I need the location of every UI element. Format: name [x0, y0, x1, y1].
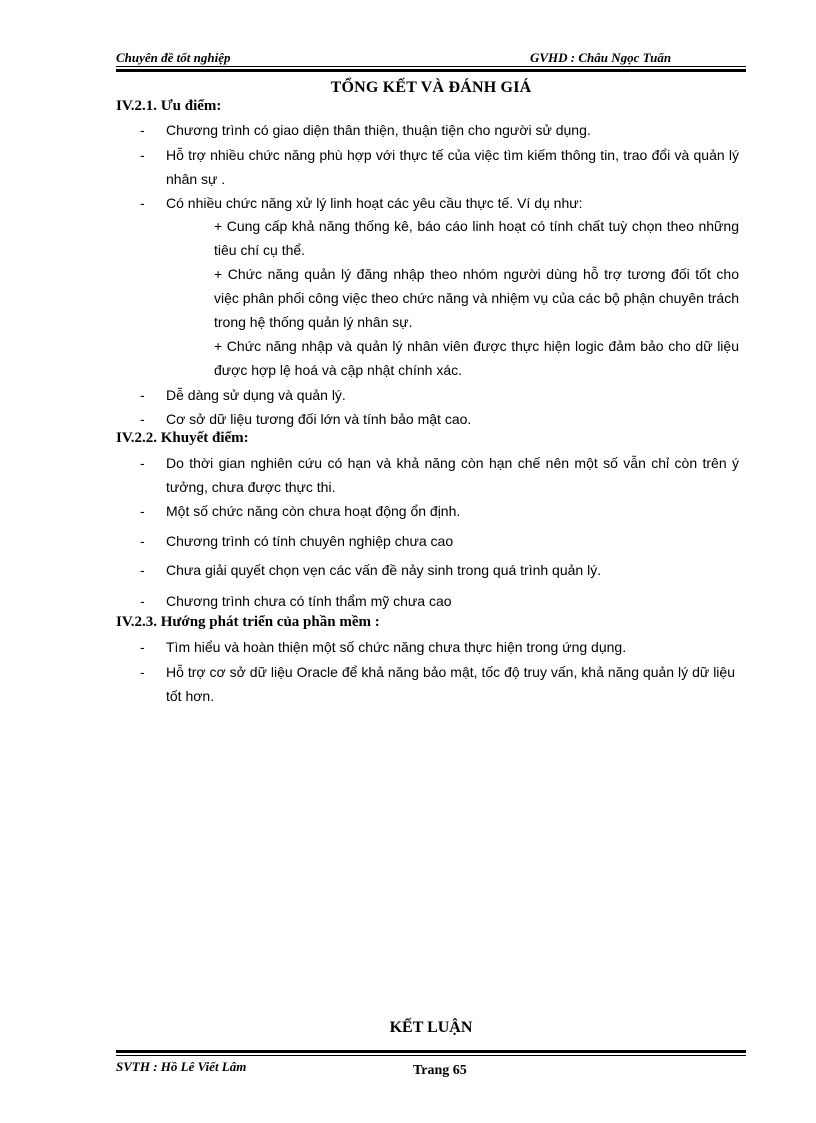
bullet-dash: -: [140, 455, 145, 471]
bullet-dash: -: [140, 147, 145, 163]
section-heading-future-development: IV.2.3. Hướng phát triển của phần mềm :: [116, 614, 380, 630]
list-item: Do thời gian nghiên cứu có hạn và khả năng còn hạn chế nên một số vẫn chỉ còn trên ý tưởng, chưa được thực thi.: [166, 455, 739, 495]
list-item: Tìm hiểu và hoàn thiện một số chức năng chưa thực hiện trong ứng dụng.: [166, 639, 627, 655]
list-item: Chưa giải quyết chọn vẹn các vấn đề nảy sinh trong quá trình quản lý.: [166, 562, 602, 578]
section-heading-advantages: IV.2.1. Ưu điểm:: [116, 98, 222, 114]
bullet-dash: -: [140, 562, 145, 578]
footer-rule-thick: [116, 1050, 746, 1053]
header-right: GVHD : Châu Ngọc Tuấn: [530, 50, 672, 65]
sub-list-item: + Chức năng nhập và quản lý nhân viên được thực hiện logic đảm bảo cho dữ liệu được hợp lệ hoá và cập nhật chính xác.: [214, 338, 739, 378]
bullet-dash: -: [140, 411, 145, 427]
bullet-dash: -: [140, 639, 145, 655]
sub-list-item: + Chức năng quản lý đăng nhập theo nhóm người dùng hỗ trợ tương đối tốt cho việc phân phối công việc theo chức năng và nhiệm vụ của các bộ phận chuyên trách trong hệ thống quản lý nhân sự.: [214, 266, 739, 330]
list-item: Dễ dàng sử dụng và quản lý.: [166, 387, 346, 403]
list-item: Có nhiều chức năng xử lý linh hoạt các yêu cầu thực tế. Ví dụ như:: [166, 195, 583, 211]
footer-rule-thin: [116, 1055, 746, 1056]
list-item: Cơ sở dữ liệu tương đối lớn và tính bảo mật cao.: [166, 411, 472, 427]
list-item: Hỗ trợ cơ sở dữ liệu Oracle để khả năng bảo mật, tốc độ truy vấn, khả năng quản lý dữ liệu tốt hơn.: [166, 664, 735, 704]
list-item: Một số chức năng còn chưa hoạt động ổn định.: [166, 503, 461, 519]
bullet-dash: -: [140, 664, 145, 680]
bullet-dash: -: [140, 593, 145, 609]
footer-author: SVTH : Hồ Lê Viết Lâm: [116, 1059, 247, 1074]
conclusion-title: KẾT LUẬN: [389, 1019, 473, 1036]
list-item: Chương trình chưa có tính thẩm mỹ chưa cao: [166, 593, 452, 609]
section-heading-disadvantages: IV.2.2. Khuyết điểm:: [116, 430, 249, 446]
list-item: Chương trình có tính chuyên nghiệp chưa cao: [166, 533, 454, 549]
page-number: Trang 65: [413, 1063, 467, 1078]
page-title: TỔNG KẾT VÀ ĐÁNH GIÁ: [330, 79, 532, 96]
bullet-dash: -: [140, 533, 145, 549]
list-item: Chương trình có giao diện thân thiện, thuận tiện cho người sử dụng.: [166, 122, 591, 138]
header-rule-thick: [116, 69, 746, 72]
bullet-dash: -: [140, 195, 145, 211]
bullet-dash: -: [140, 503, 145, 519]
header-left: Chuyên đề tốt nghiệp: [116, 50, 231, 65]
list-item: Hỗ trợ nhiều chức năng phù hợp với thực tế của việc tìm kiếm thông tin, trao đổi và quản lý nhân sự .: [166, 147, 739, 187]
bullet-dash: -: [140, 122, 145, 138]
header-rule-thin: [116, 66, 746, 67]
bullet-dash: -: [140, 387, 145, 403]
sub-list-item: + Cung cấp khả năng thống kê, báo cáo linh hoạt có tính chất tuỳ chọn theo những tiêu chí cụ thể.: [214, 218, 739, 258]
